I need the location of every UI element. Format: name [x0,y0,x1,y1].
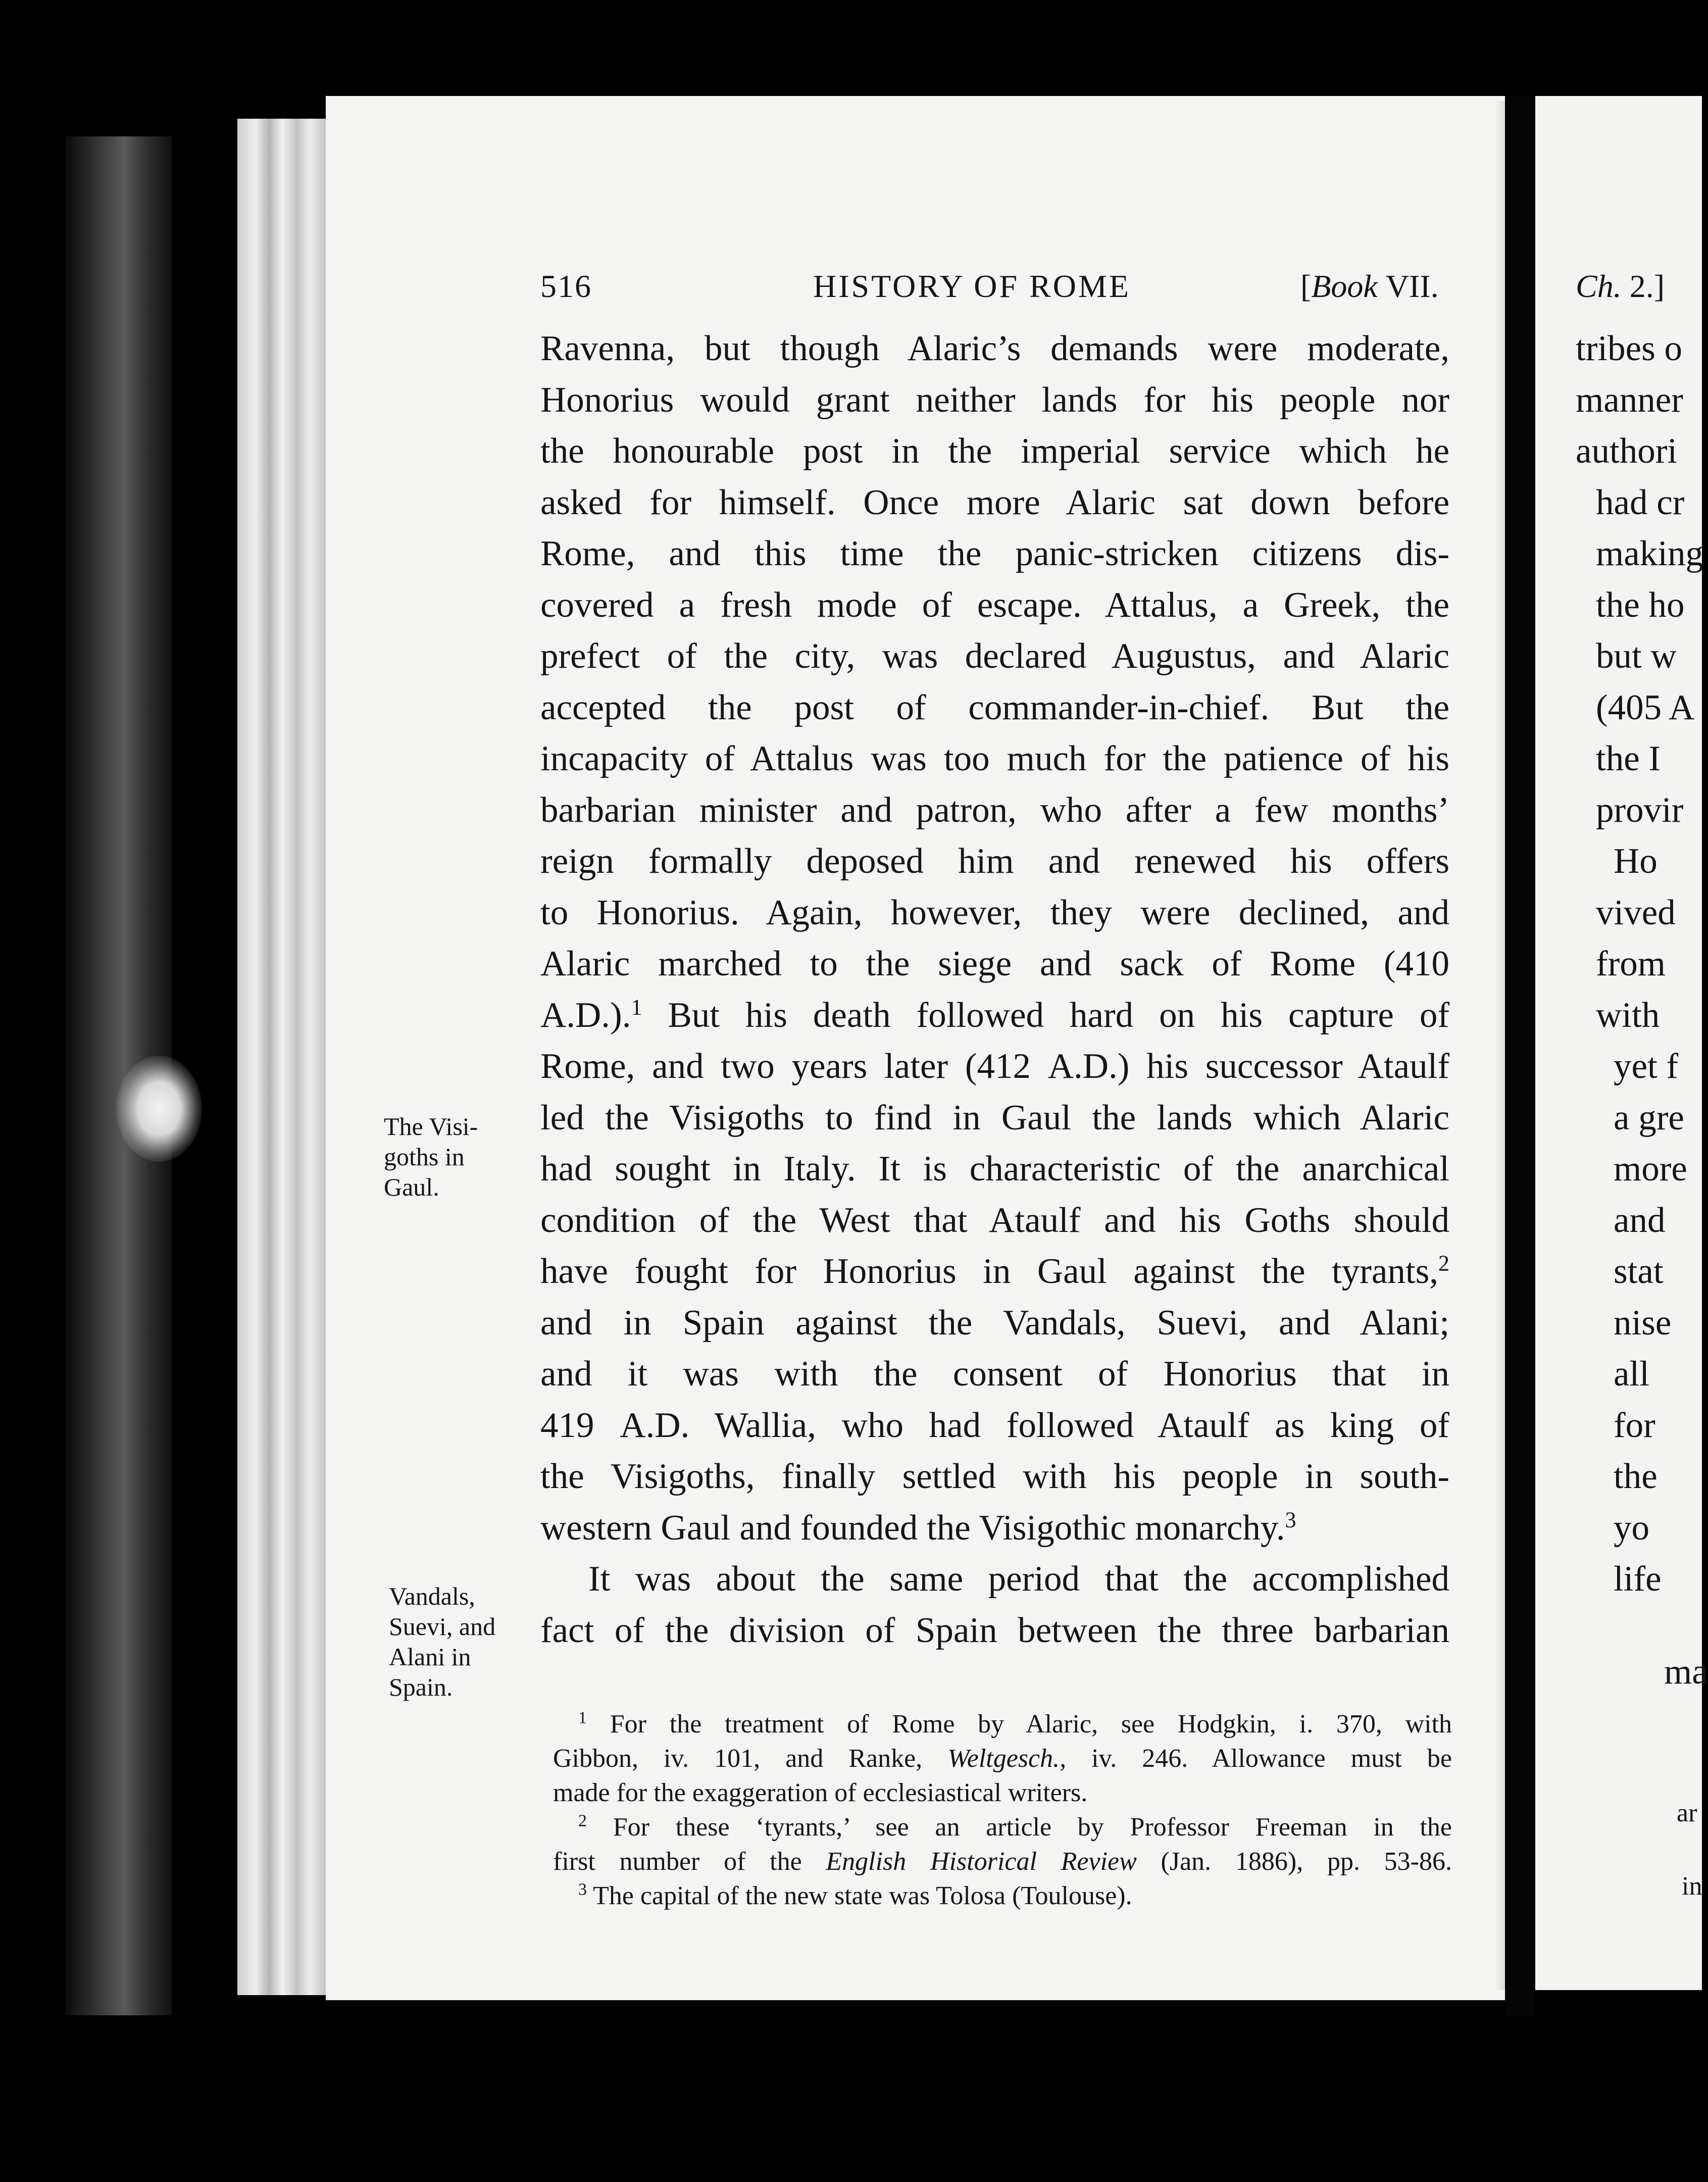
right-page-header [1576,268,1665,305]
footnote-3 [553,1879,1452,1913]
footnote-text: For the treatment of Rome by Alaric, see Hodgkin, i. 370, with [610,1710,1452,1739]
text-line: It was about the same period that the accomplished [588,1559,1449,1599]
footnote-ref-3: 3 [1285,1507,1296,1532]
right-line: yo [1614,1508,1649,1548]
text-line [540,1400,1449,1452]
footnote-text: For these ‘tyrants,’ see an article by Professor Freeman in the [613,1813,1452,1842]
footnote-1-end: made for the exaggeration of ecclesiastical writers. [553,1778,1088,1807]
footnote-title: English Historical Review [826,1847,1137,1876]
text-segment: 419 [540,1405,594,1445]
text-segment: Wallia, who had followed Ataulf as king of [714,1405,1450,1445]
right-line: from [1596,944,1666,983]
text-line: had sought in Italy. It is characteristic of the anarchical [540,1149,1449,1188]
text-line: accepted the post of commander-in-chief. But the [540,687,1449,727]
right-line: the [1614,1457,1657,1496]
text-line [540,990,1449,1042]
page-block-edges [237,119,328,1995]
era-abbrev: A.D.). [540,995,631,1035]
footnote-ref-2: 2 [1438,1251,1449,1276]
text-line: Rome, and this time the panic-stricken citizens dis- [540,534,1449,573]
text-line: Ravenna, but though Alaric’s demands were moderate, [540,329,1449,368]
marginal-note-visigoths: The Visi- goths in Gaul. [384,1112,478,1201]
right-fragment: ma [1664,1652,1708,1692]
text-line: and in Spain against the Vandals, Suevi, and Alani; [540,1303,1449,1343]
chapter-number: 2.] [1629,268,1665,304]
right-line: had cr [1596,482,1685,522]
text-line: incapacity of Attalus was too much for the patience of his [540,739,1449,778]
text-segment: Rome, and two years later (412 [540,1047,1031,1086]
page-number: 516 [540,268,592,304]
text-segment: have fought for Honorius in Gaul against the tyrants, [540,1252,1438,1291]
right-fragment: in [1682,1872,1702,1901]
text-line: condition of the West that Ataulf and his Goths should [540,1200,1449,1240]
right-line: making [1596,534,1703,573]
book-word: Book [1311,268,1378,304]
right-line: nise [1614,1303,1672,1343]
right-line: yet f [1614,1047,1679,1086]
book-number: VII. [1385,268,1439,304]
right-line: the ho [1596,585,1685,625]
era-abbrev: A.D. [620,1405,690,1445]
text-line: and it was with the consent of Honorius that in [540,1354,1449,1394]
footnote-text: The capital of the new state was Tolosa (Toulouse). [593,1881,1132,1910]
footnote-2 [553,1810,1452,1845]
text-segment: But his death followed hard on his capture of [668,995,1450,1035]
footnote-mark: 3 [578,1880,587,1899]
footnote-mark: 2 [578,1811,587,1830]
footnote-mark: 1 [578,1708,587,1727]
right-line: provir [1596,790,1684,830]
right-page-text [1576,323,1703,1605]
text-line [540,1503,1449,1554]
right-line: life [1614,1559,1662,1599]
running-title: HISTORY OF ROME [813,268,1131,304]
text-line: to Honorius. Again, however, they were declined, and [540,892,1449,932]
text-line: barbarian minister and patron, who after a few months’ [540,790,1449,830]
text-line: Honorius would grant neither lands for his people nor [540,380,1449,420]
footnote-text: first number of the [553,1847,802,1876]
footnote-title: Weltgesch. [947,1744,1060,1773]
text-line: reign formally deposed him and renewed his offers [540,841,1449,881]
right-line: (405 A [1596,687,1695,727]
right-line: vived [1596,892,1676,932]
text-line: fact of the division of Spain between the three barbarian [540,1610,1449,1650]
era-abbrev: A.D. [1047,1047,1118,1086]
right-line: a gre [1614,1098,1684,1137]
footnote-ref-1: 1 [631,994,642,1019]
right-line: but w [1596,636,1677,676]
right-line: authori [1576,431,1678,471]
text-line: Alaric marched to the siege and sack of Rome (410 [540,944,1449,983]
text-line [540,1246,1449,1298]
main-text [540,323,1449,1656]
footnote-2-cont [553,1845,1452,1879]
text-line: covered a fresh mode of escape. Attalus, a Greek, the [540,585,1449,625]
right-line: stat [1614,1252,1664,1291]
footnote-text: Gibbon, iv. 101, and Ranke, [553,1744,923,1773]
footnotes [553,1707,1452,1913]
right-line: tribes o [1576,329,1682,368]
marginal-note-vandals: Vandals, Suevi, and Alani in Spain. [389,1582,496,1701]
footnote-1-cont [553,1742,1452,1776]
text-line: the Visigoths, finally settled with his people in south- [540,1457,1449,1496]
paper-stain [116,1056,202,1162]
footnote-text: , iv. 246. Allowance must be [1060,1744,1452,1773]
right-fragment: ar [1677,1799,1697,1827]
text-line: asked for himself. Once more Alaric sat down before [540,482,1449,522]
right-line: manner [1576,380,1683,420]
right-line: with [1596,995,1660,1035]
text-segment: western Gaul and founded the Visigothic monarchy. [540,1508,1285,1548]
text-line: prefect of the city, was declared Augustus, and Alaric [540,636,1449,676]
footnote-text: (Jan. 1886), pp. 53-86. [1161,1847,1452,1876]
text-line [540,1041,1449,1093]
book-spine [1505,96,1535,2015]
book-bracket: [ [1300,268,1312,304]
text-line: led the Visigoths to find in Gaul the lands which Alaric [540,1098,1449,1137]
right-line: the I [1596,739,1661,778]
footnote-1 [553,1707,1452,1742]
right-line: and [1614,1200,1666,1240]
book-reference [1300,268,1439,305]
right-line: more [1614,1149,1687,1188]
text-line: the honourable post in the imperial service which he [540,431,1449,471]
right-line: Ho [1614,841,1657,881]
right-line: for [1614,1405,1655,1445]
text-segment: ) his successor Ataulf [1117,1047,1449,1086]
chapter-word: Ch. [1576,268,1622,304]
right-line: all [1614,1354,1649,1394]
